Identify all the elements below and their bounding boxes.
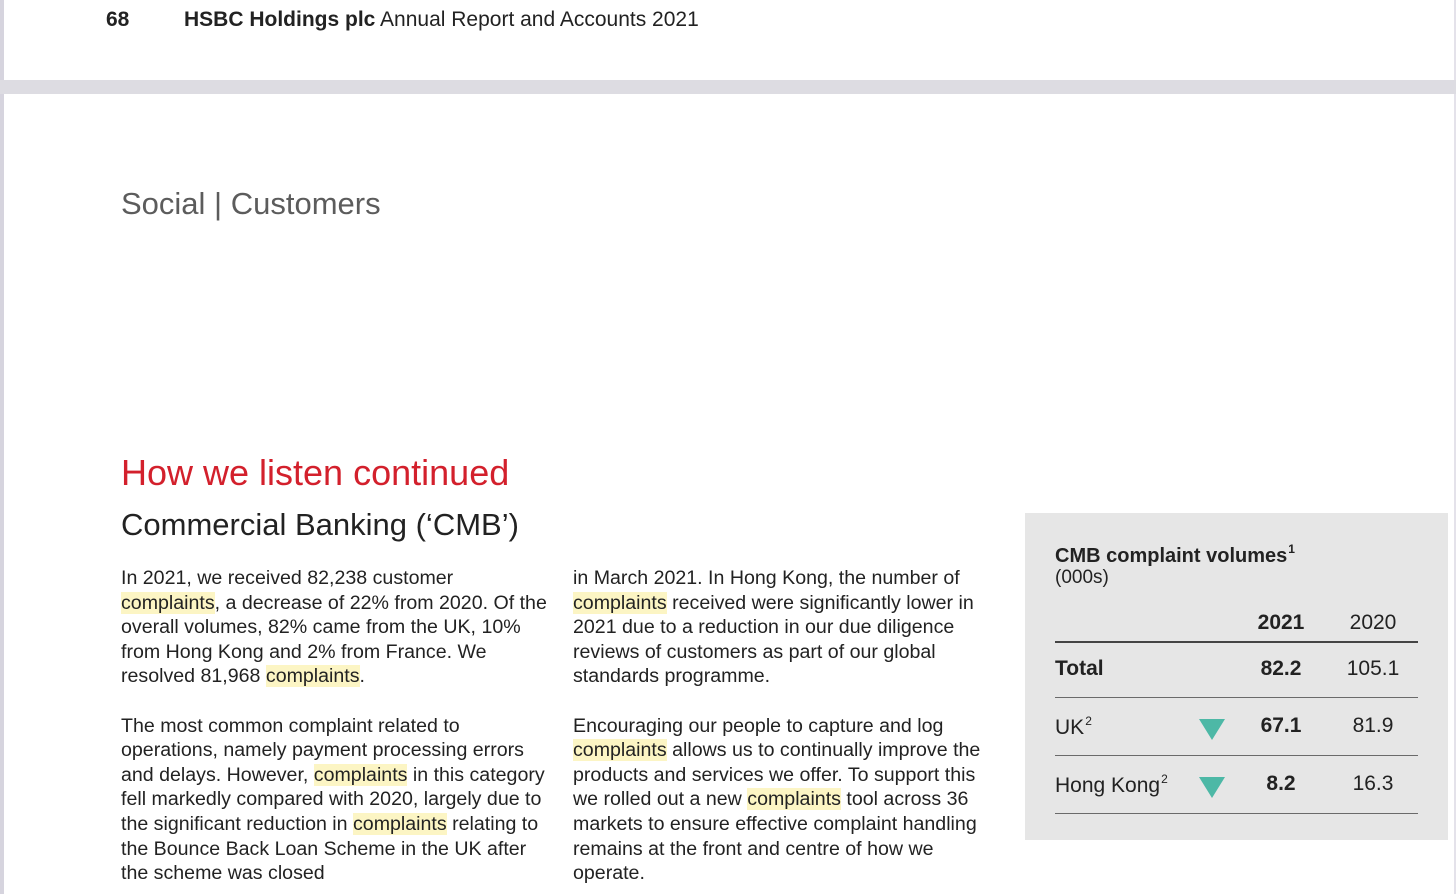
hong-kong-2021-value: 8.2: [1266, 772, 1296, 795]
footnote-marker: 2: [1161, 772, 1168, 786]
text-column-left: [121, 566, 551, 886]
search-highlight: complaints: [573, 591, 667, 614]
paragraph: The most common complaint related to operations, namely payment processing errors and delays. However, complaints in this category fell markedly compared with 2020, largely due to the significant reduction in complaints relating to the Bounce Back Loan Scheme in the UK after the scheme was closed: [121, 714, 545, 885]
search-highlight: complaints: [573, 739, 667, 762]
down-triangle-icon: [1199, 777, 1225, 798]
table-header-rule: [1055, 641, 1418, 643]
section-title: Social | Customers: [121, 186, 381, 221]
panel-title: CMB complaint volumes$^1$: [1055, 542, 1295, 567]
search-highlight: complaints: [313, 763, 408, 786]
page-left-border: [0, 0, 4, 894]
column-header-2021: 2021: [1257, 611, 1305, 634]
footnote-marker: 1: [1288, 542, 1295, 556]
running-header: [106, 8, 699, 32]
report-title: Annual Report and Accounts 2021: [380, 8, 699, 31]
heading-continued: continued: [353, 452, 510, 493]
hong-kong-2020-value: 16.3: [1352, 772, 1394, 795]
main-heading: [121, 452, 509, 494]
table-row-rule: [1055, 697, 1418, 698]
complaint-volumes-panel: [1025, 513, 1448, 840]
table-row-rule: [1055, 755, 1418, 756]
row-label-hong-kong: Hong Kong$^2$: [1055, 772, 1168, 797]
search-highlight: complaints: [353, 812, 447, 835]
subheading: Commercial Banking (‘CMB’): [121, 507, 519, 542]
search-highlight: complaints: [747, 788, 841, 811]
row-label-total: Total: [1055, 657, 1104, 680]
heading-main: How we listen: [121, 452, 344, 493]
text-column-right: [573, 566, 1003, 886]
total-2021-value: 82.2: [1260, 657, 1302, 680]
paragraph: Encouraging our people to capture and log complaints allows us to continually improve the products and services we offer. To support this we rolled out a new complaints tool across 36 markets to ensure effective complaint handling remains at the front and centre of how we operate.: [573, 714, 981, 885]
search-highlight: complaints: [265, 665, 360, 688]
paragraph: In 2021, we received 82,238 customer complaints, a decrease of 22% from 2020. Of the overall volumes, 82% came from the UK, 10% from Hong Kong and 2% from France. We resolved 81,968 complaints.: [121, 567, 547, 688]
panel-unit: (000s): [1055, 567, 1109, 588]
company-name: HSBC Holdings plc: [184, 8, 376, 31]
paragraph: in March 2021. In Hong Kong, the number of complaints received were significantly lower in 2021 due to a reduction in our due diligence reviews of customers as part of our global standards programme.: [573, 567, 974, 688]
row-label-uk: $UK^2$: [1055, 714, 1092, 739]
footnote-marker: 2: [1085, 714, 1092, 728]
page-separator: [0, 80, 1456, 94]
uk-2021-value: 67.1: [1260, 714, 1302, 737]
column-header-2020: 2020: [1349, 611, 1397, 634]
down-triangle-icon: [1199, 719, 1225, 740]
total-2020-value: 105.1: [1346, 657, 1400, 680]
table-row-rule: [1055, 813, 1418, 814]
page-number: 68: [106, 8, 130, 31]
uk-2020-value: 81.9: [1352, 714, 1394, 737]
search-highlight: complaints: [121, 591, 215, 614]
